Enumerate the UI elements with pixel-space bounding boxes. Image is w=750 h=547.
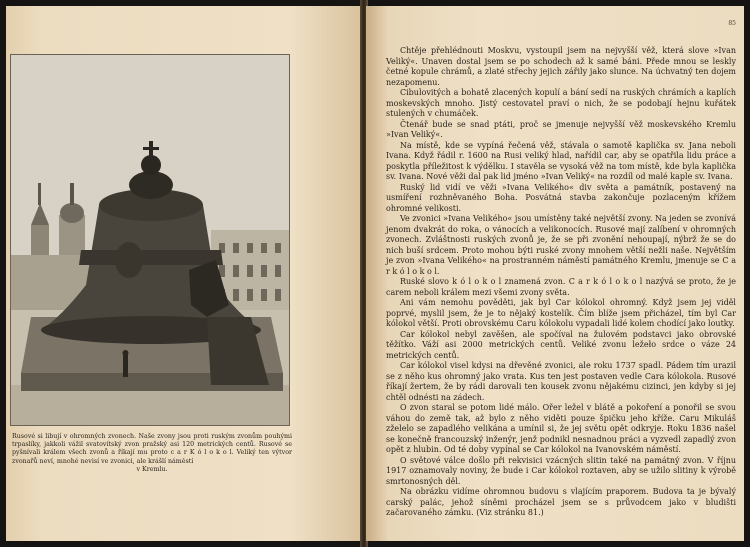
- paragraph: Car kólokol visel kdysi na dřevěné zvonici, ale roku 1737 spadl. Pádem tím urazil se z něho kus ohromný jako vrata. Kus ten jest postaven vedle Cara kólokola. Rusové říkají žertem, že by rádi darovali ten kousek zvonu nějakému cizinci, jen kdyby si jej chtěl odnésti na zádech.: [386, 361, 736, 402]
- tsar-bell-illustration: [11, 55, 290, 426]
- caption-text: Rusové si libují v ohromných zvonech. Naše zvony jsou proti ruským zvonům pouhými trpaslíky, jakkoli vážil svatovítský zvon pražský asi 120 metrických centů. Rusové se pyšnívali králem všech zvonů a říkají mu proto c a r K ó l o k o l. Veliký ten výtvor zvonařů neví, mnohé nevisí ve zvonici, ale krášlí náměstí: [12, 433, 292, 465]
- left-page: [6, 6, 362, 541]
- photo-caption: [12, 433, 292, 474]
- paragraph: Ani vám nemohu pověděti, jak byl Car kólokol ohromný. Když jsem jej viděl poprvé, myslil jsem, že je to nějaký kostelík. Čím blíže jsem přicházel, tím byl Car kólokol větší. Proti obrovskému Caru kólokolu vypadali lidé kolem chodící jako loutky.: [386, 298, 736, 328]
- paragraph: Ruské slovo k ó l o k o l znamená zvon. C a r k ó l o k o l nazývá se proto, že je carem neboli králem mezi všemi zvony světa.: [386, 277, 736, 297]
- paragraph: Ruský lid vidí ve věži »Ivana Velikého« div světa a památník, postavený na usmíření rozhněvaného Boha. Posvátná stavba zakončuje pozlaceným křížem ohromné velikosti.: [386, 182, 736, 213]
- paragraph: Ve zvonici »Ivana Velikého« jsou umístěny také největší zvony. Na jeden se zvonívá jenom dvakrát do roka, o vánocích a velikonocích. Rusové mají zalíbení v ohromných zvonech. Zvláštnosti ruských zvonů je, že se při zvonění nehoupají, nýbrž že se do nich buší srdcem. Proto mohou býti ruské zvony mnohem větší nežli naše. Největším je zvon »Ivana Velikého« na prostranném náměstí památného Kremlu, jmenuje se C a r k ó l o k o l.: [386, 214, 736, 276]
- paragraph: Cibulovitých a bohatě zlacených kopulí a bání sedí na ruských chrámích a kaplích moskevských mnoho. Jistý cestovatel praví o nich, že se podobají hejnu kuřátek stulených v chumáček.: [386, 88, 736, 118]
- body-text: [386, 46, 736, 519]
- paragraph: O zvon staral se potom lidé málo. Ořer ležel v blátě a pokoření a ponořil se svou váhou do země tak, až bylo z něho viděti pouze špičku jeho kříže. Caru Mikuláš zželelo se zapadlého velikána a umínil si, že jej světu opět odkryje. Roku 1836 našel se konečně francouzský inženýr, jenž podnikl nesnadnou práci a vyzvedl zapadlý zvon opět z hlubin. Od té doby vypínal se Car kólokol na Ivanovském náměstí.: [386, 403, 736, 454]
- paragraph: Na místě, kde se vypíná řečená věž, stávala o samotě kaplička sv. Jana neboli Ivana. Když řádil r. 1600 na Rusi veliký hlad, nařídil car, aby se opatřila lidu práce a poskytla příležitost k výdělku. I stavěla se vysoká věž na tom místě, kde byla kaplička sv. Ivana. Nové věži dal pak lid jméno »Ivan Veliký« na rozdíl od malé kaple sv. Ivana.: [386, 140, 736, 181]
- right-page: [366, 6, 744, 541]
- paragraph: Chtěje přehlédnouti Moskvu, vystoupil jsem na nejvyšší věž, která slove »Ivan Veliký«. Unaven dostal jsem se po schodech až k samé báni. Přede mnou se leskly četné kopule chrámů, a zlaté střechy jejich zářily jako slunce. Na úchvatný ten dojem nezapomenu.: [386, 46, 736, 87]
- page-number: 85: [728, 20, 736, 27]
- paragraph: Čtenář bude se snad ptáti, proč se jmenuje nejvyšší věž moskevského Kremlu »Ivan Veliký«.: [386, 119, 736, 139]
- tsar-bell-photo: [10, 54, 290, 426]
- paragraph: Na obrázku vidíme ohromnou budovu s vlajícím praporem. Budova ta je bývalý carský palác, jehož síněmi procházel jsem se s průvodcem jako v bludišti začarovaného zámku. (Viz stránku 81.): [386, 487, 736, 517]
- paragraph: Car kólokol nebyl zavěšen, ale spočíval na žulovém podstavci jako obrovské těžítko. Váží asi 2000 metrických centů. Veliké zvonu ležeło srdce o váze 24 metrických centů.: [386, 329, 736, 360]
- paragraph: O světové válce došlo při rekvisici vzácných slitin také na památný zvon. V říjnu 1917 oznamovaly noviny, že bude i Car kólokol roztaven, aby se užilo slitiny k výrobě smrtonosných děl.: [386, 455, 736, 486]
- caption-last-line: v Kremlu.: [136, 465, 168, 473]
